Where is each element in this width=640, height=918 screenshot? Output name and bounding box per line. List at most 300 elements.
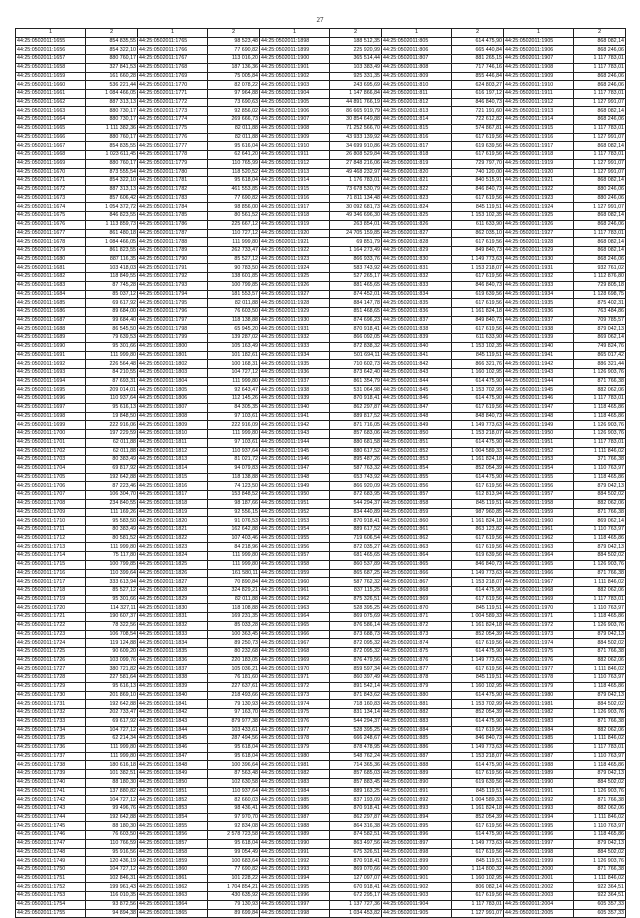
cadastral-number-cell: 44:25:0502011:1953 [504, 456, 574, 465]
cadastral-number-cell: 44:25:0502011:1718 [16, 587, 86, 596]
cadastral-value-cell: 100 168,31 [208, 360, 260, 369]
cadastral-number-cell: 44:25:0502011:868 [382, 587, 452, 596]
cadastral-number-cell: 44:25:0502011:1729 [16, 682, 86, 691]
cadastral-value-cell: 287 494,56 [208, 735, 260, 744]
cadastral-number-cell: 44:25:0502011:1981 [504, 700, 574, 709]
cadastral-value-cell: 719 606,54 [330, 534, 382, 543]
cadastral-number-cell: 44:25:0502011:870 [382, 604, 452, 613]
cadastral-value-cell: 324 829,21 [208, 587, 260, 596]
cadastral-number-cell: 44:25:0502011:822 [382, 185, 452, 194]
cadastral-number-cell: 44:25:0502011:1833 [138, 630, 208, 639]
table-row [16, 177, 626, 186]
cadastral-number-cell: 44:25:0502011:1982 [504, 709, 574, 718]
table-row [16, 124, 626, 133]
cadastral-number-cell: 44:25:0502011:850 [382, 430, 452, 439]
cadastral-value-cell: 62 011,88 [86, 447, 138, 456]
table-header-row [16, 29, 626, 38]
cadastral-value-cell: 895 487,26 [330, 456, 382, 465]
cadastral-value-cell: 846 840,73 [452, 98, 504, 107]
cadastral-value-cell: 93 872,56 [86, 900, 138, 909]
cadastral-value-cell: 95 916,56 [86, 848, 138, 857]
cadastral-value-cell: 1 118 465,86 [574, 682, 626, 691]
cadastral-number-cell: 44:25:0502011:829 [382, 246, 452, 255]
cadastral-number-cell: 44:25:0502011:1939 [504, 334, 574, 343]
cadastral-number-cell: 44:25:0502011:875 [382, 648, 452, 657]
cadastral-value-cell: 227 581,64 [86, 674, 138, 683]
cadastral-number-cell: 44:25:0502011:1989 [260, 831, 330, 840]
cadastral-value-cell: 882 062,06 [574, 386, 626, 395]
cadastral-number-cell: 44:25:0502011:1958 [260, 560, 330, 569]
cadastral-number-cell: 44:25:0502011:861 [382, 525, 452, 534]
cadastral-number-cell: 44:25:0502011:1923 [504, 194, 574, 203]
cadastral-value-cell: 614 475,90 [452, 831, 504, 840]
cadastral-value-cell: 857 683,06 [330, 430, 382, 439]
cadastral-value-cell: 2 578 723,58 [208, 831, 260, 840]
cadastral-number-cell: 44:25:0502011:1843 [138, 717, 208, 726]
cadastral-value-cell: 110 765,99 [208, 159, 260, 168]
cadastral-value-cell: 95 301,66 [86, 342, 138, 351]
cadastral-number-cell: 44:25:0502011:1960 [260, 578, 330, 587]
cadastral-value-cell: 1 110 763,97 [574, 604, 626, 613]
cadastral-value-cell: 95 301,66 [86, 595, 138, 604]
cadastral-number-cell: 44:25:0502011:1746 [16, 831, 86, 840]
cadastral-value-cell: 718 160,83 [330, 700, 382, 709]
cadastral-number-cell: 44:25:0502011:1984 [260, 787, 330, 796]
cadastral-number-cell: 44:25:0502011:864 [382, 552, 452, 561]
cadastral-value-cell: 879 042,13 [574, 325, 626, 334]
cadastral-value-cell: 218 493,66 [208, 691, 260, 700]
cadastral-value-cell: 889 163,25 [330, 787, 382, 796]
cadastral-value-cell: 536 221,44 [86, 81, 138, 90]
cadastral-number-cell: 44:25:0502011:1948 [504, 412, 574, 421]
cadastral-value-cell: 82 011,88 [208, 124, 260, 133]
cadastral-value-cell: 873 555,54 [86, 168, 138, 177]
cadastral-value-cell: 1 128 698,75 [574, 290, 626, 299]
cadastral-value-cell: 868 246,06 [574, 72, 626, 81]
cadastral-value-cell: 863 123,82 [452, 525, 504, 534]
cadastral-number-cell: 44:25:0502011:1951 [260, 499, 330, 508]
cadastral-value-cell: 1 153 702,99 [452, 386, 504, 395]
cadastral-number-cell: 44:25:0502011:1825 [138, 560, 208, 569]
cadastral-number-cell: 44:25:0502011:1936 [260, 369, 330, 378]
cadastral-value-cell: 192 642,88 [86, 473, 138, 482]
table-row [16, 55, 626, 64]
cadastral-value-cell: 1 004 589,33 [452, 796, 504, 805]
cadastral-value-cell: 1 126 903,76 [574, 430, 626, 439]
cadastral-value-cell: 617 619,56 [452, 403, 504, 412]
cadastral-number-cell: 44:25:0502011:1683 [16, 281, 86, 290]
cadastral-value-cell: 1 126 903,76 [574, 421, 626, 430]
column-header: 1 [504, 29, 574, 38]
cadastral-value-cell: 1 161 824,18 [452, 517, 504, 526]
cadastral-number-cell: 44:25:0502011:1906 [504, 46, 574, 55]
cadastral-value-cell: 616 197,12 [452, 90, 504, 99]
cadastral-value-cell: 1 161 824,18 [452, 456, 504, 465]
cadastral-number-cell: 44:25:0502011:821 [382, 177, 452, 186]
cadastral-value-cell: 740 120,00 [452, 168, 504, 177]
cadastral-value-cell: 869 075,69 [330, 613, 382, 622]
cadastral-value-cell: 1 126 903,76 [574, 621, 626, 630]
column-header: 2 [330, 29, 382, 38]
cadastral-value-cell: 222 916,06 [86, 421, 138, 430]
table-row [16, 37, 626, 46]
cadastral-number-cell: 44:25:0502011:1952 [260, 508, 330, 517]
cadastral-number-cell: 44:25:0502011:1730 [16, 691, 86, 700]
cadastral-value-cell: 95 618,04 [208, 752, 260, 761]
cadastral-number-cell: 44:25:0502011:1952 [504, 447, 574, 456]
cadastral-number-cell: 44:25:0502011:1737 [16, 752, 86, 761]
cadastral-number-cell: 44:25:0502011:823 [382, 194, 452, 203]
cadastral-value-cell: 111 999,80 [86, 543, 138, 552]
cadastral-number-cell: 44:25:0502011:1975 [260, 709, 330, 718]
cadastral-number-cell: 44:25:0502011:1797 [138, 316, 208, 325]
cadastral-value-cell: 868 082,14 [574, 107, 626, 116]
cadastral-value-cell: 852 054,39 [452, 630, 504, 639]
cadastral-value-cell: 880 730,17 [86, 107, 138, 116]
cadastral-number-cell: 44:25:0502011:1960 [504, 517, 574, 526]
cadastral-value-cell: 119 124,88 [86, 639, 138, 648]
cadastral-number-cell: 44:25:0502011:1823 [138, 543, 208, 552]
cadastral-value-cell: 617 619,56 [452, 325, 504, 334]
cadastral-value-cell: 617 619,56 [452, 595, 504, 604]
cadastral-number-cell: 44:25:0502011:842 [382, 360, 452, 369]
table-row [16, 578, 626, 587]
cadastral-value-cell: 180 616,18 [86, 761, 138, 770]
cadastral-value-cell: 882 062,06 [574, 804, 626, 813]
table-row [16, 831, 626, 840]
table-row [16, 839, 626, 848]
cadastral-number-cell: 44:25:0502011:1710 [16, 517, 86, 526]
cadastral-number-cell: 44:25:0502011:1930 [504, 255, 574, 264]
cadastral-number-cell: 44:25:0502011:808 [382, 63, 452, 72]
cadastral-number-cell: 44:25:0502011:1994 [504, 813, 574, 822]
cadastral-value-cell: 531 064,98 [330, 386, 382, 395]
cadastral-number-cell: 44:25:0502011:1962 [260, 595, 330, 604]
cadastral-number-cell: 44:25:0502011:1790 [138, 255, 208, 264]
cadastral-value-cell: 225 920,99 [330, 46, 382, 55]
cadastral-number-cell: 44:25:0502011:1971 [260, 674, 330, 683]
cadastral-number-cell: 44:25:0502011:1955 [260, 534, 330, 543]
cadastral-number-cell: 44:25:0502011:1695 [16, 386, 86, 395]
cadastral-value-cell: 617 619,56 [452, 665, 504, 674]
cadastral-number-cell: 44:25:0502011:1921 [504, 177, 574, 186]
cadastral-number-cell: 44:25:0502011:1812 [138, 447, 208, 456]
cadastral-number-cell: 44:25:0502011:1852 [138, 796, 208, 805]
table-row [16, 743, 626, 752]
cadastral-number-cell: 44:25:0502011:1708 [16, 499, 86, 508]
table-row [16, 447, 626, 456]
cadastral-number-cell: 44:25:0502011:844 [382, 377, 452, 386]
cadastral-value-cell: 872 838,32 [330, 342, 382, 351]
cadastral-value-cell: 846 840,73 [452, 185, 504, 194]
cadastral-value-cell: 95 618,04 [208, 743, 260, 752]
cadastral-value-cell: 100 396,64 [208, 761, 260, 770]
cadastral-value-cell: 864 316,38 [330, 822, 382, 831]
cadastral-number-cell: 44:25:0502011:1928 [504, 238, 574, 247]
cadastral-value-cell: 43 933 139,92 [330, 133, 382, 142]
cadastral-number-cell: 44:25:0502011:1828 [138, 587, 208, 596]
cadastral-value-cell: 1 117 783,01 [574, 63, 626, 72]
cadastral-number-cell: 44:25:0502011:902 [382, 883, 452, 892]
cadastral-value-cell: 111 999,80 [208, 430, 260, 439]
cadastral-number-cell: 44:25:0502011:903 [382, 892, 452, 901]
cadastral-value-cell: 879 042,13 [574, 482, 626, 491]
cadastral-value-cell: 80 232,68 [208, 648, 260, 657]
cadastral-number-cell: 44:25:0502011:1686 [16, 308, 86, 317]
cadastral-value-cell: 95 618,04 [208, 177, 260, 186]
cadastral-value-cell: 94 079,83 [208, 464, 260, 473]
cadastral-number-cell: 44:25:0502011:1983 [260, 778, 330, 787]
cadastral-value-cell: 81 021,72 [208, 456, 260, 465]
cadastral-value-cell: 73 678 530,79 [330, 185, 382, 194]
cadastral-value-cell: 92 856,02 [208, 107, 260, 116]
cadastral-value-cell: 1 127 991,07 [574, 203, 626, 212]
cadastral-number-cell: 44:25:0502011:1685 [16, 299, 86, 308]
cadastral-value-cell: 80 383,49 [86, 525, 138, 534]
cadastral-value-cell: 327 841,53 [86, 63, 138, 72]
cadastral-value-cell: 1 117 783,01 [574, 743, 626, 752]
cadastral-number-cell: 44:25:0502011:1942 [260, 421, 330, 430]
cadastral-value-cell: 882 062,06 [574, 726, 626, 735]
cadastral-value-cell: 201 869,10 [86, 691, 138, 700]
cadastral-number-cell: 44:25:0502011:1741 [16, 787, 86, 796]
cadastral-number-cell: 44:25:0502011:1687 [16, 316, 86, 325]
table-row [16, 142, 626, 151]
cadastral-number-cell: 44:25:0502011:1657 [16, 55, 86, 64]
cadastral-value-cell: 98 856,00 [208, 203, 260, 212]
table-row [16, 883, 626, 892]
cadastral-value-cell: 97 970,70 [208, 813, 260, 822]
cadastral-value-cell: 837 193,09 [330, 796, 382, 805]
cadastral-value-cell: 227 637,61 [208, 682, 260, 691]
cadastral-value-cell: 199 961,43 [86, 883, 138, 892]
cadastral-number-cell: 44:25:0502011:1977 [504, 665, 574, 674]
table-row [16, 342, 626, 351]
cadastral-value-cell: 74 123,50 [208, 482, 260, 491]
cadastral-number-cell: 44:25:0502011:1915 [504, 124, 574, 133]
table-row [16, 621, 626, 630]
cadastral-value-cell: 617 619,56 [452, 299, 504, 308]
cadastral-value-cell: 729 805,18 [574, 281, 626, 290]
cadastral-value-cell: 574 867,81 [452, 124, 504, 133]
cadastral-value-cell: 879 042,13 [574, 770, 626, 779]
cadastral-value-cell: 846 840,73 [452, 735, 504, 744]
cadastral-number-cell: 44:25:0502011:894 [382, 813, 452, 822]
cadastral-number-cell: 44:25:0502011:1799 [138, 334, 208, 343]
cadastral-number-cell: 44:25:0502011:1714 [16, 552, 86, 561]
cadastral-value-cell: 709 785,57 [574, 316, 626, 325]
table-row [16, 220, 626, 229]
cadastral-value-cell: 866 933,76 [330, 255, 382, 264]
cadastral-value-cell: 26 808 529,84 [330, 151, 382, 160]
table-row [16, 656, 626, 665]
cadastral-number-cell: 44:25:0502011:1950 [260, 491, 330, 500]
table-row [16, 813, 626, 822]
cadastral-number-cell: 44:25:0502011:1684 [16, 290, 86, 299]
cadastral-value-cell: 127 097,07 [330, 874, 382, 883]
cadastral-value-cell: 85 527,12 [208, 255, 260, 264]
cadastral-number-cell: 44:25:0502011:815 [382, 124, 452, 133]
cadastral-value-cell: 82 011,88 [208, 133, 260, 142]
cadastral-number-cell: 44:25:0502011:1809 [138, 421, 208, 430]
cadastral-value-cell: 103 433,61 [208, 726, 260, 735]
cadastral-value-cell: 1 112 876,80 [574, 273, 626, 282]
cadastral-value-cell: 79 639,53 [86, 334, 138, 343]
cadastral-number-cell: 44:25:0502011:1962 [504, 534, 574, 543]
table-row [16, 325, 626, 334]
cadastral-number-cell: 44:25:0502011:1736 [16, 743, 86, 752]
cadastral-number-cell: 44:25:0502011:1688 [16, 325, 86, 334]
cadastral-number-cell: 44:25:0502011:1953 [260, 517, 330, 526]
cadastral-number-cell: 44:25:0502011:830 [382, 255, 452, 264]
cadastral-value-cell: 1 110 763,97 [574, 525, 626, 534]
cadastral-value-cell: 548 762,24 [330, 752, 382, 761]
cadastral-number-cell: 44:25:0502011:1945 [504, 386, 574, 395]
cadastral-number-cell: 44:25:0502011:1855 [138, 822, 208, 831]
cadastral-number-cell: 44:25:0502011:834 [382, 290, 452, 299]
cadastral-value-cell: 922 364,51 [574, 892, 626, 901]
cadastral-value-cell: 1 176 783,01 [330, 177, 382, 186]
cadastral-value-cell: 619 639,56 [452, 142, 504, 151]
cadastral-number-cell: 44:25:0502011:1926 [504, 220, 574, 229]
cadastral-number-cell: 44:25:0502011:879 [382, 682, 452, 691]
table-row [16, 281, 626, 290]
cadastral-number-cell: 44:25:0502011:886 [382, 743, 452, 752]
cadastral-number-cell: 44:25:0502011:1939 [260, 395, 330, 404]
cadastral-number-cell: 44:25:0502011:1662 [16, 98, 86, 107]
cadastral-number-cell: 44:25:0502011:824 [382, 203, 452, 212]
cadastral-value-cell: 849 840,73 [452, 316, 504, 325]
cadastral-number-cell: 44:25:0502011:1911 [504, 90, 574, 99]
cadastral-value-cell: 884 502,02 [574, 700, 626, 709]
cadastral-number-cell: 44:25:0502011:1961 [260, 587, 330, 596]
cadastral-number-cell: 44:25:0502011:1786 [138, 220, 208, 229]
column-header: 2 [574, 29, 626, 38]
cadastral-number-cell: 44:25:0502011:807 [382, 55, 452, 64]
cadastral-number-cell: 44:25:0502011:1851 [138, 787, 208, 796]
table-row [16, 351, 626, 360]
table-row [16, 517, 626, 526]
cadastral-number-cell: 44:25:0502011:1941 [260, 412, 330, 421]
cadastral-number-cell: 44:25:0502011:1771 [138, 90, 208, 99]
cadastral-number-cell: 44:25:0502011:1905 [260, 98, 330, 107]
cadastral-number-cell: 44:25:0502011:841 [382, 351, 452, 360]
cadastral-number-cell: 44:25:0502011:1844 [138, 726, 208, 735]
table-row [16, 525, 626, 534]
table-row [16, 761, 626, 770]
cadastral-number-cell: 44:25:0502011:1951 [504, 438, 574, 447]
cadastral-value-cell: 82 011,88 [208, 299, 260, 308]
table-row [16, 639, 626, 648]
cadastral-number-cell: 44:25:0502011:1733 [16, 717, 86, 726]
cadastral-number-cell: 44:25:0502011:1947 [260, 464, 330, 473]
cadastral-value-cell: 162 642,88 [208, 525, 260, 534]
cadastral-number-cell: 44:25:0502011:1944 [260, 438, 330, 447]
cadastral-number-cell: 44:25:0502011:1963 [504, 543, 574, 552]
cadastral-number-cell: 44:25:0502011:1979 [260, 743, 330, 752]
cadastral-number-cell: 44:25:0502011:1965 [504, 560, 574, 569]
cadastral-value-cell: 611 633,90 [452, 220, 504, 229]
cadastral-value-cell: 874 696,23 [330, 316, 382, 325]
cadastral-value-cell: 889 817,52 [330, 412, 382, 421]
cadastral-number-cell: 44:25:0502011:1832 [138, 621, 208, 630]
cadastral-value-cell: 220 183,05 [208, 656, 260, 665]
cadastral-number-cell: 44:25:0502011:1938 [260, 386, 330, 395]
cadastral-value-cell: 137 880,82 [86, 787, 138, 796]
cadastral-value-cell: 872 095,32 [330, 639, 382, 648]
cadastral-number-cell: 44:25:0502011:1927 [260, 290, 330, 299]
cadastral-number-cell: 44:25:0502011:884 [382, 726, 452, 735]
cadastral-number-cell: 44:25:0502011:1958 [504, 499, 574, 508]
cadastral-value-cell: 1 084 466,05 [86, 238, 138, 247]
cadastral-number-cell: 44:25:0502011:1847 [138, 752, 208, 761]
cadastral-value-cell: 91 076,53 [208, 517, 260, 526]
cadastral-number-cell: 44:25:0502011:900 [382, 866, 452, 875]
cadastral-number-cell: 44:25:0502011:1707 [16, 491, 86, 500]
cadastral-value-cell: 77 690,82 [208, 194, 260, 203]
cadastral-number-cell: 44:25:0502011:848 [382, 412, 452, 421]
cadastral-value-cell: 111 999,80 [86, 743, 138, 752]
cadastral-value-cell: 884 502,02 [574, 552, 626, 561]
cadastral-number-cell: 44:25:0502011:1801 [138, 351, 208, 360]
cadastral-value-cell: 82 078,22 [208, 81, 260, 90]
cadastral-value-cell: 161 660,28 [86, 72, 138, 81]
cadastral-value-cell: 854 322,10 [86, 46, 138, 55]
cadastral-value-cell: 73 690,63 [208, 98, 260, 107]
cadastral-value-cell: 876 479,56 [330, 656, 382, 665]
cadastral-value-cell: 88 180,30 [86, 778, 138, 787]
cadastral-value-cell: 846 840,73 [452, 560, 504, 569]
cadastral-value-cell: 583 743,92 [330, 264, 382, 273]
cadastral-number-cell: 44:25:0502011:1940 [504, 342, 574, 351]
cadastral-value-cell: 619 639,56 [452, 290, 504, 299]
cadastral-value-cell: 75 005,84 [208, 72, 260, 81]
cadastral-number-cell: 44:25:0502011:1986 [504, 743, 574, 752]
cadastral-value-cell: 70 890,84 [208, 578, 260, 587]
cadastral-value-cell: 871 716,05 [330, 421, 382, 430]
cadastral-value-cell: 1 111 846,02 [574, 813, 626, 822]
cadastral-number-cell: 44:25:0502011:1864 [138, 900, 208, 909]
cadastral-number-cell: 44:25:0502011:1769 [138, 72, 208, 81]
cadastral-value-cell: 95 616,13 [86, 403, 138, 412]
cadastral-number-cell: 44:25:0502011:835 [382, 299, 452, 308]
cadastral-number-cell: 44:25:0502011:1775 [138, 124, 208, 133]
table-row [16, 560, 626, 569]
cadastral-value-cell: 104 727,12 [86, 726, 138, 735]
cadastral-number-cell: 44:25:0502011:1682 [16, 273, 86, 282]
cadastral-value-cell: 870 918,41 [330, 804, 382, 813]
cadastral-value-cell: 371 766,38 [574, 456, 626, 465]
cadastral-number-cell: 44:25:0502011:837 [382, 316, 452, 325]
cadastral-value-cell: 882 062,06 [574, 587, 626, 596]
cadastral-value-cell: 430 635,92 [208, 892, 260, 901]
cadastral-value-cell: 118 138,88 [208, 473, 260, 482]
cadastral-number-cell: 44:25:0502011:867 [382, 578, 452, 587]
cadastral-value-cell: 1 126 903,76 [574, 709, 626, 718]
cadastral-value-cell: 617 619,56 [452, 482, 504, 491]
cadastral-number-cell: 44:25:0502011:1664 [16, 116, 86, 125]
cadastral-value-cell: 865 017,42 [574, 351, 626, 360]
cadastral-value-cell: 111 999,80 [86, 752, 138, 761]
cadastral-value-cell: 80 581,52 [86, 534, 138, 543]
cadastral-value-cell: 544 294,37 [330, 499, 382, 508]
cadastral-value-cell: 97 964,88 [208, 90, 260, 99]
cadastral-value-cell: 860 537,89 [330, 560, 382, 569]
cadastral-value-cell: 1 126 903,76 [574, 787, 626, 796]
column-header: 1 [16, 29, 86, 38]
cadastral-number-cell: 44:25:0502011:1810 [138, 430, 208, 439]
column-header: 1 [260, 29, 330, 38]
